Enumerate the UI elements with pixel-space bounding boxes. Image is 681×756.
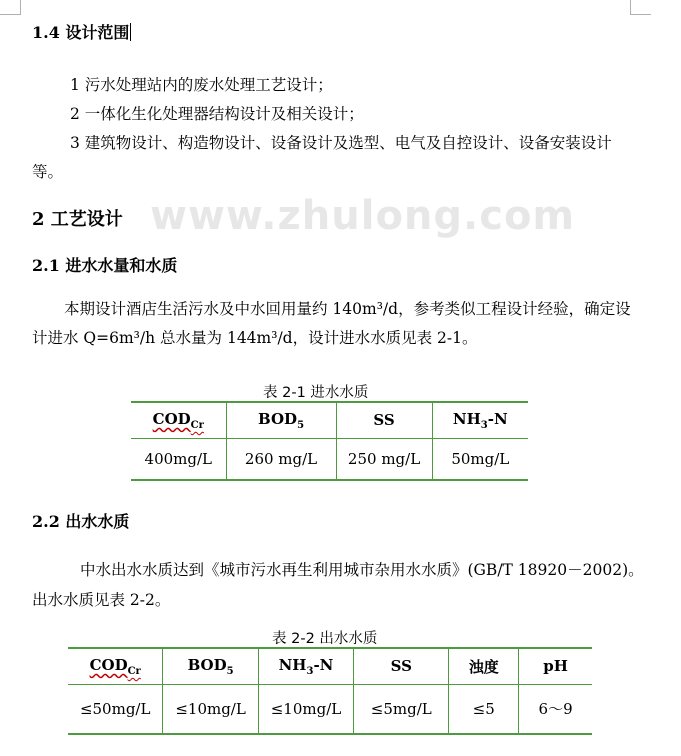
page-corner-mark-right <box>630 0 651 15</box>
paragraph-2-2-line-1: 中水出水水质达到《城市污水再生利用城市杂用水水质》(GB/T 18920－2002)。 <box>80 561 644 579</box>
col-header-nh3n: $NH_3-N$ <box>432 402 528 438</box>
section-heading-2-2: 2.2 出水水质 <box>32 512 130 531</box>
col-header-bod: $BOD_5$ <box>226 402 336 438</box>
cell-ss: 250 mg/L <box>336 438 432 480</box>
cell-cod: ≤50mg/L <box>68 684 163 734</box>
col-header-turbidity: 浊度 <box>449 648 519 684</box>
col-header-ph: pH <box>519 648 592 684</box>
col-header-ss: SS <box>354 648 449 684</box>
page-corner-mark-left <box>0 0 21 15</box>
table-2-2-caption: 表 2-2 出水水质 <box>272 631 378 647</box>
cell-nh3n: ≤10mg/L <box>258 684 353 734</box>
cell-bod: 260 mg/L <box>226 438 336 480</box>
col-header-nh3n: $NH_3-N$ <box>258 648 353 684</box>
scope-item-1: 1 污水处理站内的废水处理工艺设计； <box>70 76 333 94</box>
scope-item-2: 2 一体化生化处理器结构设计及相关设计； <box>70 105 364 123</box>
table-row <box>68 684 592 734</box>
col-header-bod: $BOD_5$ <box>163 648 258 684</box>
table-2-1 <box>131 401 528 481</box>
text-cursor <box>130 23 131 41</box>
section-heading-2: 2 工艺设计 <box>32 209 123 230</box>
watermark: www.zhulong.com <box>150 193 576 239</box>
cell-ss: ≤5mg/L <box>354 684 449 734</box>
cell-turbidity: ≤5 <box>449 684 519 734</box>
col-header-cod: $COD_{Cr}$ <box>131 402 226 438</box>
scope-item-3: 3 建筑物设计、构造物设计、设备设计及选型、电气及自控设计、设备安装设计 <box>70 134 612 152</box>
paragraph-2-1-line-2: 计进水 Q=6m³/h 总水量为 144m³/d，设计进水水质见表 2-1。 <box>32 329 478 347</box>
cell-bod: ≤10mg/L <box>163 684 258 734</box>
section-heading-1-4 <box>32 20 131 43</box>
col-header-cod: $COD_{Cr}$ <box>68 648 163 684</box>
paragraph-2-2-line-2: 出水水质见表 2-2。 <box>32 591 171 609</box>
col-header-ss: SS <box>336 402 432 438</box>
paragraph-2-1-line-1: 本期设计酒店生活污水及中水回用量约 140m³/d，参考类似工程设计经验，确定设 <box>64 300 631 318</box>
table-2-1-caption: 表 2-1 进水水质 <box>263 385 369 401</box>
table-row <box>131 438 528 480</box>
section-heading-2-1: 2.1 进水水量和水质 <box>32 256 178 275</box>
cell-cod: 400mg/L <box>131 438 226 480</box>
section-heading-1-4-text: 1.4 设计范围 <box>32 23 130 42</box>
cell-nh3n: 50mg/L <box>432 438 528 480</box>
table-2-2 <box>68 647 592 735</box>
cell-ph: 6～9 <box>519 684 592 734</box>
scope-item-3-cont: 等。 <box>32 163 64 181</box>
